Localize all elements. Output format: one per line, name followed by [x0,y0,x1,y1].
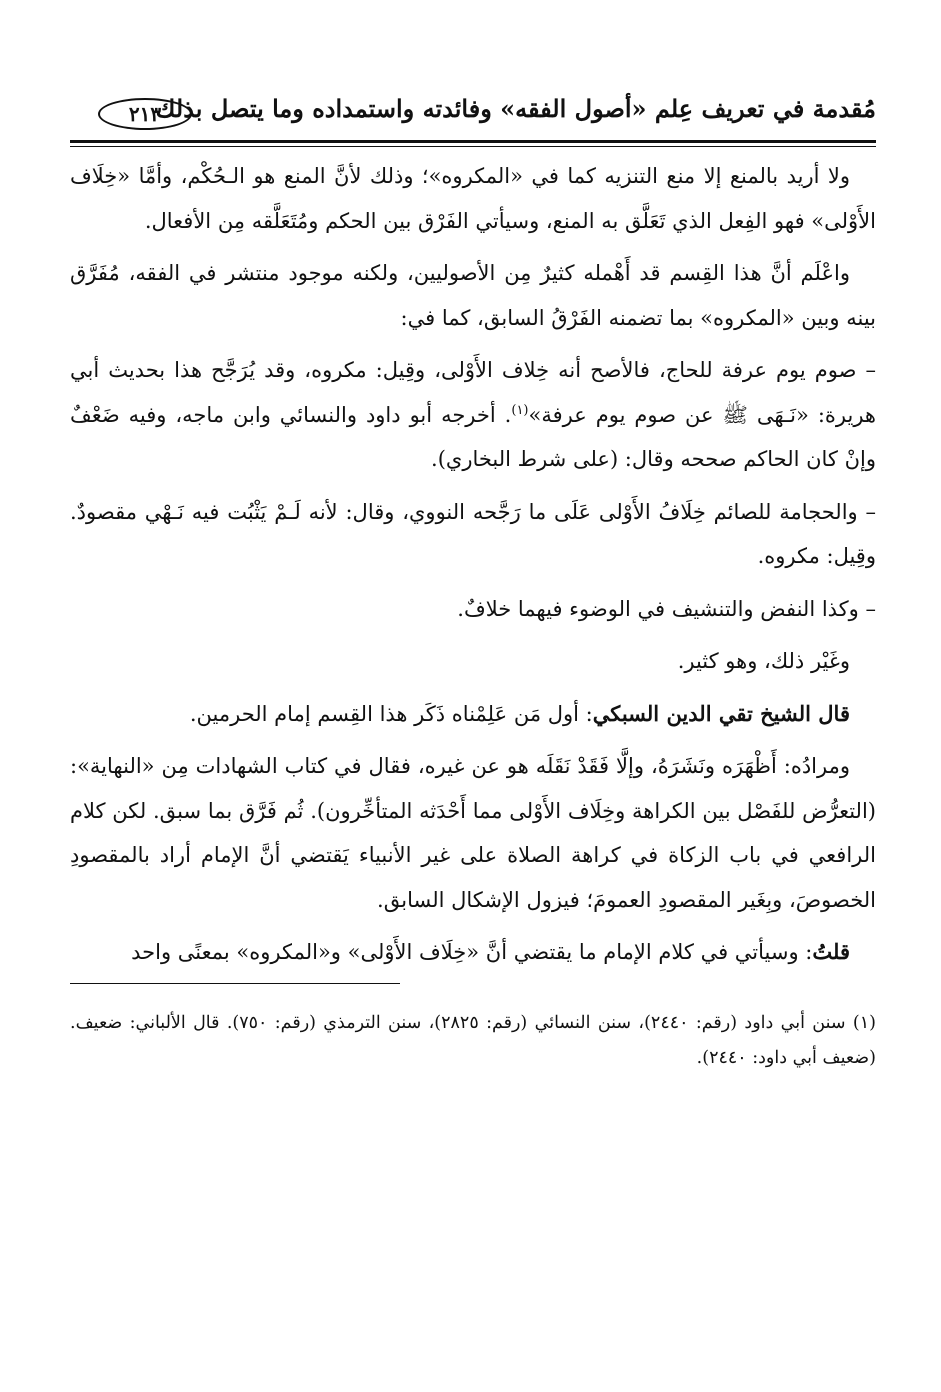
footnote-separator [70,983,400,984]
paragraph-text: ولا أريد بالمنع إلا منع التنزيه كما في «المكروه»؛ وذلك لأنَّ المنع هو الـحُكْم، وأمَّا «خِلَاف الأَوْلى» فهو الفِعل الذي تَعَلَّق به المنع، وسيأتي الفَرْق بين الحكم ومُتَعَلَّقه مِن الأفعال. [70,164,876,233]
book-page [70,88,876,1076]
running-header [70,88,876,148]
paragraph-lead: قلتُ [812,939,850,964]
bullet-paragraph [70,348,876,482]
header-rule-thin [70,146,876,147]
bullet-paragraph [70,587,876,632]
paragraph [70,154,876,243]
paragraph-text: – وكذا النفض والتنشيف في الوضوء فيهما خلافٌ. [457,596,876,621]
footnote-reference[interactable]: (١) [511,402,529,418]
paragraph [70,251,876,340]
paragraph [70,930,876,975]
main-text [70,154,876,975]
page-number: ٢١٣ [98,98,192,130]
paragraph-text: وغَيْر ذلك، وهو كثير. [677,649,850,673]
header-title: مُقدمة في تعريف عِلم «أصول الفقه» وفائدته واستمداده وما يتصل بذلك [155,94,876,123]
paragraph-text: : وسيأتي في كلام الإمام ما يقتضي أنَّ «خِلَاف الأَوْلى» و«المكروه» بمعنًى واحد [131,940,813,964]
footnote: (١) سنن أبي داود (رقم: ٢٤٤٠)، سنن النسائي (رقم: ٢٨٢٥)، سنن الترمذي (رقم: ٧٥٠). قال الألباني: ضعيف. (ضعيف أبي داود: ٢٤٤٠). [70,1012,876,1068]
paragraph-text: – صوم يوم عرفة للحاج، فالأصح أنه خِلاف الأَوْلى، وقِيل: مكروه، وقد يُرَجَّح هذا بحديث أبي هريرة: «نَـهَى ﷺ عن صوم يوم عرفة» [70,358,876,427]
bullet-paragraph [70,490,876,579]
paragraph-lead: قال الشيخ تقي الدين السبكي [592,700,850,726]
paragraph-text-continued: . أخرجه أبو داود والنسائي وابن ماجه، وفيه ضَعْفٌ وإنْ كان الحاكم صححه وقال: (على شرط البخاري). [70,402,876,471]
paragraph-text: ومرادُه: أَظْهَرَه ونَشَرَهُ، وإلَّا فَقَدْ نَقَلَه هو عن غيره، فقال في كتاب الشهادات مِن «النهاية»: (التعرُّض للفَصْل بين الكراهة وخِلَاف الأَوْلى مما أَحْدَثه المتأخِّرون). ثُم فَرَّق بما سبق. لكن كلام الرافعي في باب الزكاة في كراهة الصلاة على غير الأنبياء يَقتضي أنَّ الإمام أراد بالمقصودِ الخصوصَ، وبِغَير المقصودِ العمومَ؛ فيزول الإشكال السابق. [70,754,876,912]
paragraph [70,692,876,737]
footnotes [70,1006,876,1076]
paragraph-text: : أول مَن عَلِمْناه ذَكَر هذا القِسم إمام الحرمين. [189,701,593,726]
header-rule-thick [70,140,876,143]
paragraph [70,639,876,684]
paragraph-text: – والحجامة للصائم خِلَافُ الأَوْلى عَلَى ما رَجَّحه النووي، وقال: لأنه لَـمْ يَثْبُت فيه نَـهْي مقصودٌ. وقِيل: مكروه. [70,499,876,568]
paragraph [70,744,876,922]
paragraph-text: واعْلَم أنَّ هذا القِسم قد أَهْمله كثيرٌ مِن الأصوليين، ولكنه موجود منتشر في الفقه، مُفَرَّق بينه وبين «المكروه» بما تضمنه الفَرْقُ السابق، كما في: [70,261,876,330]
